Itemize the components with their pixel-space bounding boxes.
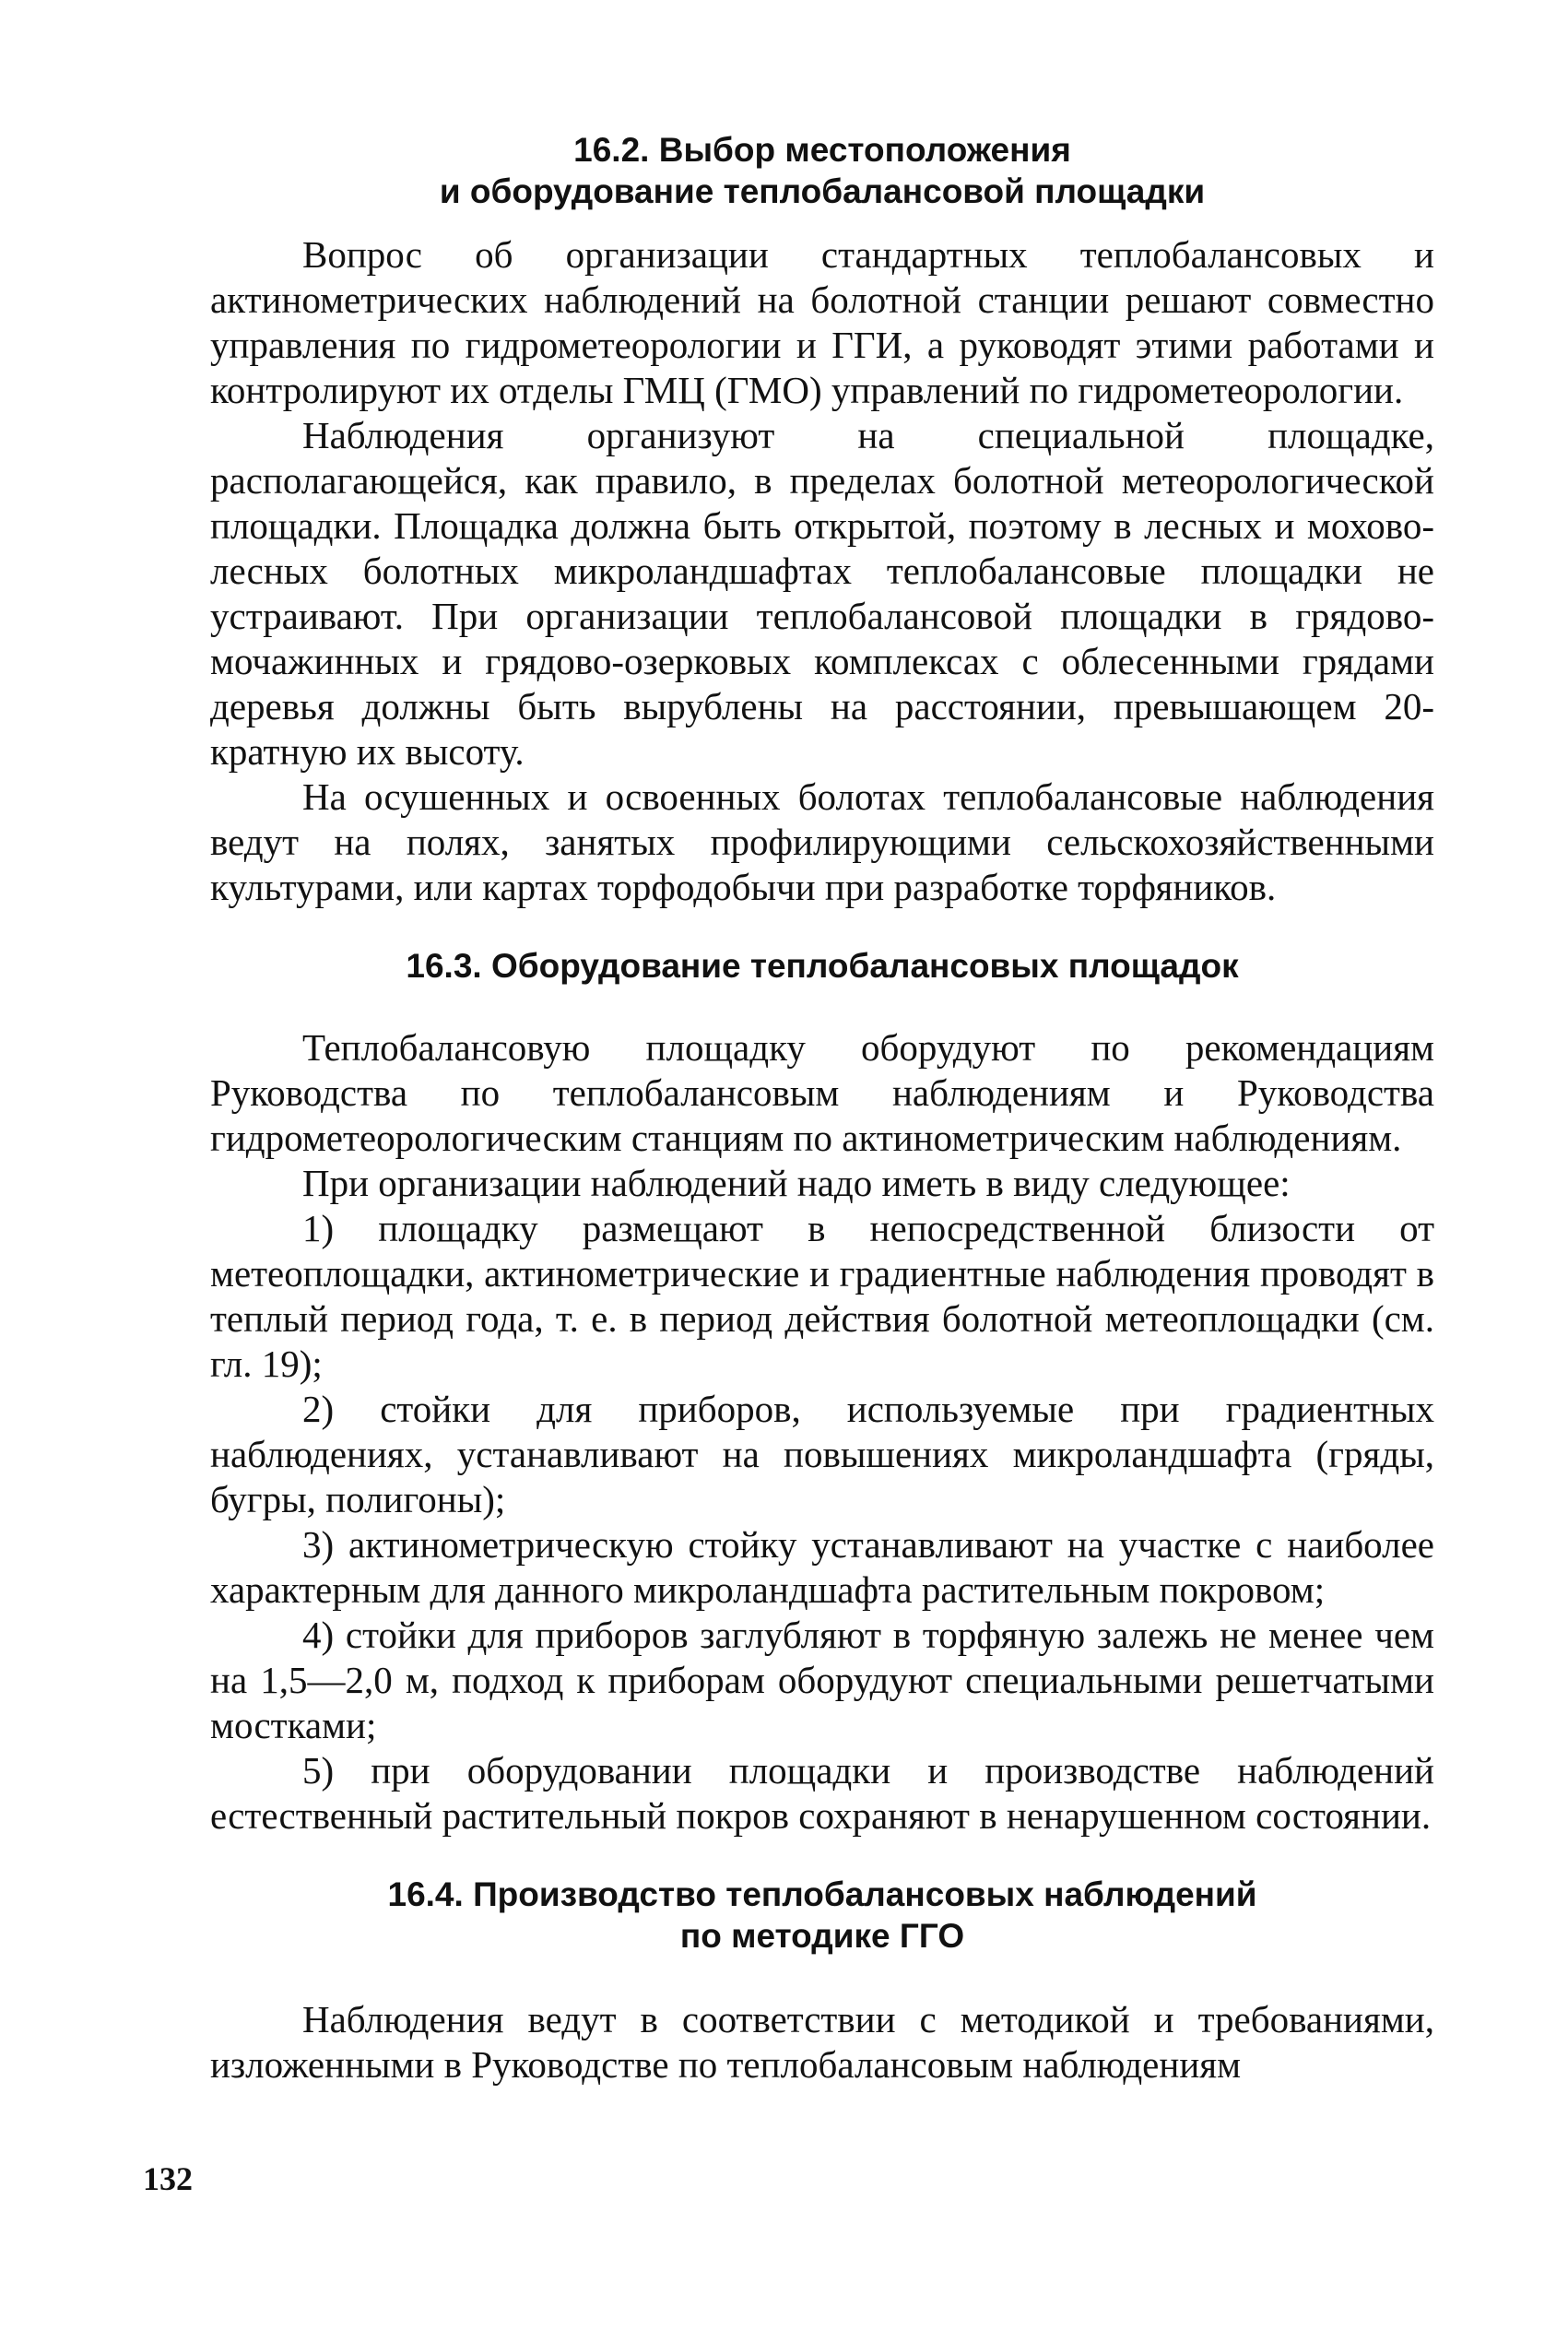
list-item: 1) площадку размещают в непосредственной близости от метеоплощадки, актинометрические и градиентные наблюдения проводят в теплый период года, т. е. в период действия болотной метеоплощадки (см. гл. 19); [210, 1207, 1434, 1385]
page-body [210, 129, 1434, 2088]
page-number: 132 [143, 2160, 193, 2197]
paragraph: Теплобалансовую площадку оборудуют по рекомендациям Руководства по теплобалансовым наблюдениям и Руководства гидрометеорологическим станциям по актинометрическим наблюдениям. [210, 1026, 1434, 1159]
list-item: 3) актинометрическую стойку устанавливают на участке с наиболее характерным для данного микроландшафта растительным покровом; [210, 1523, 1434, 1611]
section-16-2-heading [210, 129, 1434, 212]
paragraph: Наблюдения ведут в соответствии с методикой и требованиями, изложенными в Руководстве по теплобалансовым наблюдениям [210, 1998, 1434, 2086]
paragraph: На осушенных и освоенных болотах теплобалансовые наблюдения ведут на полях, занятых профилирующими сельскохозяйственными культурами, или картах торфодобычи при разработке торфяников. [210, 775, 1434, 908]
list-item: 5) при оборудовании площадки и производстве наблюдений естественный растительный покров сохраняют в ненарушенном состоянии. [210, 1749, 1434, 1837]
list-item: 4) стойки для приборов заглубляют в торфяную залежь не менее чем на 1,5—2,0 м, подход к приборам оборудуют специальными решетчатыми мостками; [210, 1614, 1434, 1746]
list-item: 2) стойки для приборов, используемые при градиентных наблюдениях, устанавливают на повышениях микроландшафта (гряды, бугры, полигоны); [210, 1388, 1434, 1520]
section-16-4-title-line2: по методике ГГО [679, 1917, 965, 1955]
section-16-3-heading [210, 945, 1434, 987]
paragraph: При организации наблюдений надо иметь в виду следующее: [302, 1162, 1291, 1204]
paragraph: Вопрос об организации стандартных теплобалансовых и актинометрических наблюдений на болотной станции решают совместно управления по гидрометеорологии и ГГИ, а руководят этими работами и контролируют их отделы ГМЦ (ГМО) управлений по гидрометеорологии. [210, 233, 1434, 411]
section-16-2-title-line2: и оборудование теплобалансовой площадки [439, 172, 1206, 210]
section-16-4-title-line1: 16.4. Производство теплобалансовых наблюдений [387, 1875, 1257, 1913]
paragraph: Наблюдения организуют на специальной площадке, располагающейся, как правило, в пределах болотной метеорологической площадки. Площадка должна быть открытой, поэтому в лесных и мохово-лесных болотных микроландшафтах теплобалансовые площадки не устраивают. При организации теплобалансовой площадки в грядово-мочажинных и грядово-озерковых комплексах с облесенными грядами деревья должны быть вырублены на расстоянии, превышающем 20-кратную их высоту. [210, 414, 1434, 773]
section-16-4-heading [210, 1874, 1434, 1957]
section-16-2-title-line1: 16.2. Выбор местоположения [573, 131, 1071, 169]
section-16-3-title: 16.3. Оборудование теплобалансовых площадок [406, 947, 1239, 985]
